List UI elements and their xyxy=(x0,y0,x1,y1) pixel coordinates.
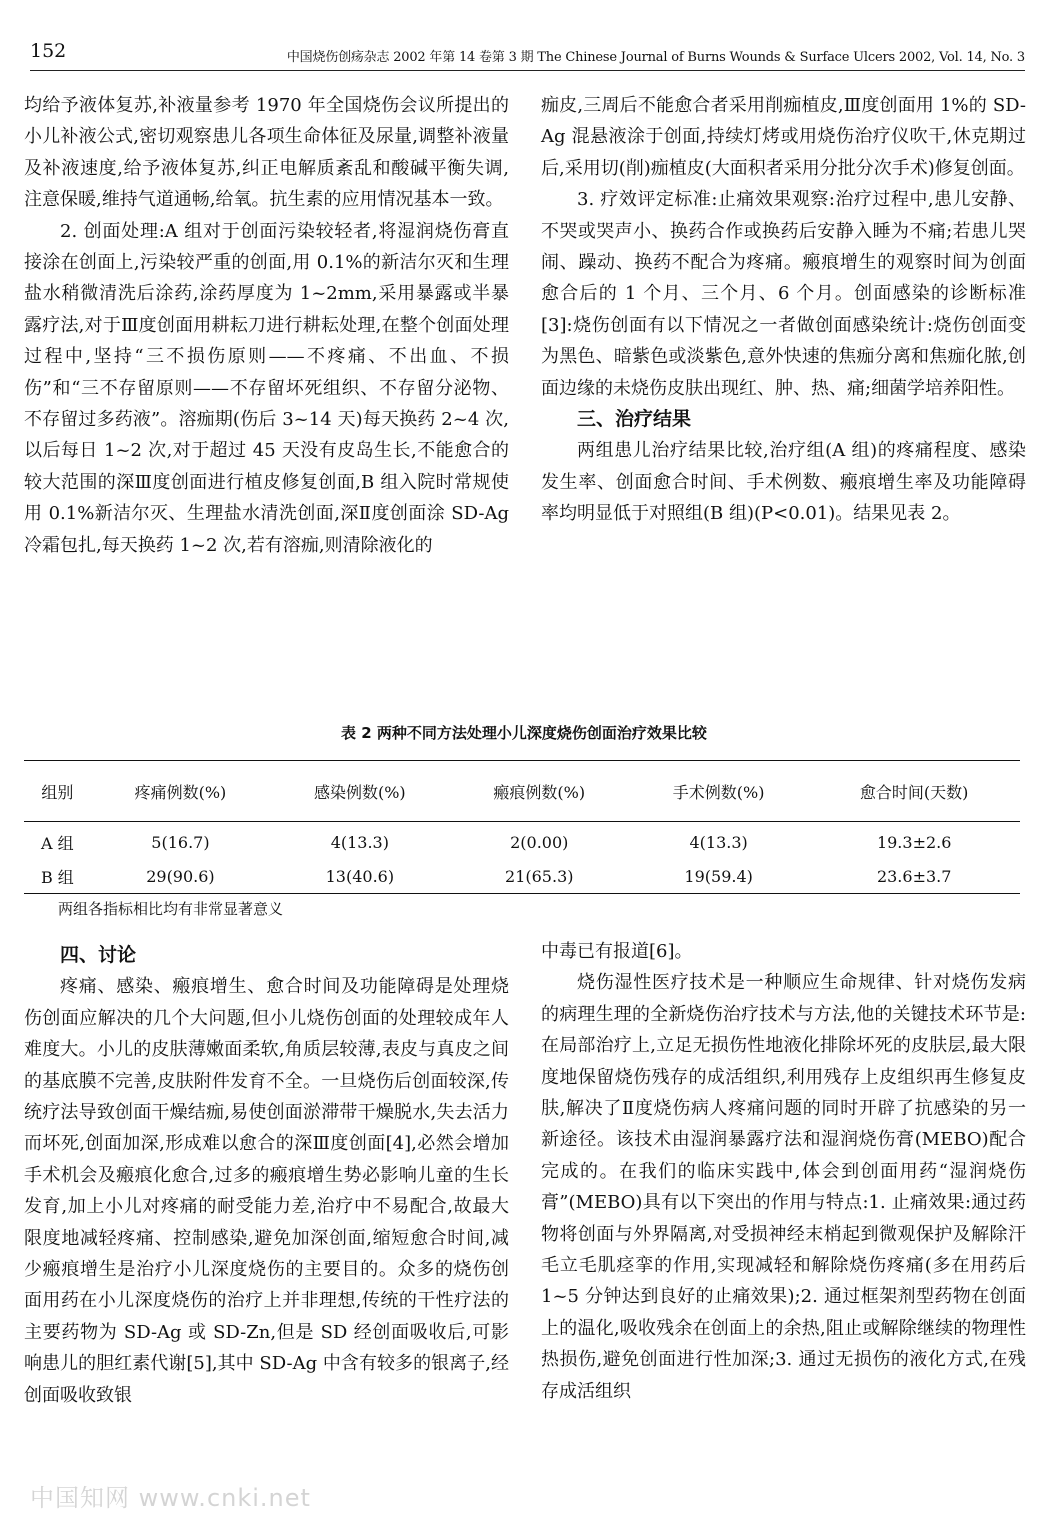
results-table-block xyxy=(24,720,1024,919)
paragraph: 两组患儿治疗结果比较,治疗组(A 组)的疼痛程度、感染发生率、创面愈合时间、手术例数、瘢痕增生率及功能障碍率均明显低于对照组(B 组)(P<0.01)。结果见表 2。 xyxy=(541,440,1026,525)
table-cell: 23.6±3.7 xyxy=(808,859,1020,894)
table-caption: 表 2 两种不同方法处理小儿深度烧伤创面治疗效果比较 xyxy=(341,724,707,742)
table-header-cell: 感染例数(%) xyxy=(270,761,449,822)
running-head: 中国烧伤创疡杂志 2002 年第 14 卷第 3 期 The Chinese Journal of Burns Wounds & Surface Ulcers 2002, Vol. 14, No. 3 xyxy=(286,50,1025,65)
results-table xyxy=(24,760,1020,894)
table-cell: 13(40.6) xyxy=(270,859,449,894)
table-cell: 19(59.4) xyxy=(629,859,808,894)
paragraph: 中毒已有报道[6]。 xyxy=(541,941,693,962)
section-heading-results: 三、治疗结果 xyxy=(577,408,692,431)
left-column-top xyxy=(24,90,509,561)
table-cell: 2(0.00) xyxy=(510,832,569,852)
table-header-cell: 手术例数(%) xyxy=(629,761,808,822)
table-header-cell: 愈合时间(天数) xyxy=(808,761,1020,822)
paragraph: 烧伤湿性医疗技术是一种顺应生命规律、针对烧伤发病的病理生理的全新烧伤治疗技术与方法,他的关键技术环节是:在局部治疗上,立足无损伤性地液化排除坏死的皮肤层,最大限度地保留烧伤残存的成活组织,利用残存上皮组织再生修复皮肤,解决了Ⅱ度烧伤病人疼痛问题的同时开辟了抗感染的另一新途径。该技术由湿润暴露疗法和湿润烧伤膏(MEBO)配合完成的。在我们的临床实践中,体会到创面用药“湿润烧伤膏”(MEBO)具有以下突出的作用与特点:1. 止痛效果:通过药物将创面与外界隔离,对受损神经末梢起到微观保护及解除汗毛立毛肌痉挛的作用,实现减轻和解除烧伤疼痛(多在用药后 1~5 分钟达到良好的止痛效果);2. 通过框架剂型药物在创面上的温化,吸收残余在创面上的余热,阻止或解除继续的物理性热损伤,避免创面进行性加深;3. 通过无损伤的液化方式,在残存成活组织 xyxy=(541,972,1026,1402)
table-cell: 5(16.7) xyxy=(151,832,210,852)
paragraph: 3. 疗效评定标准:止痛效果观察:治疗过程中,患儿安静、不哭或哭声小、换药合作或换药后安静入睡为不痛;若患儿哭闹、躁动、换药不配合为疼痛。瘢痕增生的观察时间为创面愈合后的 1 个月、三个月、6 个月。创面感染的诊断标准[3]:烧伤创面有以下情况之一者做创面感染统计:烧伤创面变为黑色、暗紫色或淡紫色,意外快速的焦痂分离和焦痂化脓,创面边缘的未烧伤皮肤出现红、肿、热、痛;细菌学培养阳性。 xyxy=(541,189,1026,399)
table-cell: 19.3±2.6 xyxy=(876,832,952,852)
paragraph: 2. 创面处理:A 组对于创面污染较轻者,将湿润烧伤膏直接涂在创面上,污染较严重的创面,用 0.1%的新洁尔灭和生理盐水稍微清洗后涂药,涂药厚度为 1~2mm,采用暴露或半暴露疗法,对于Ⅲ度创面用耕耘刀进行耕耘处理,在整个创面处理过程中,坚持“三不损伤原则——不疼痛、不出血、不损伤”和“三不存留原则——不存留坏死组织、不存留分泌物、不存留过多药液”。溶痂期(伤后 3~14 天)每天换药 2~4 次,以后每日 1~2 次,对于超过 45 天没有皮岛生长,不能愈合的较大范围的深Ⅲ度创面进行植皮修复创面,B 组入院时常规使用 0.1%新洁尔灭、生理盐水清洗创面,深Ⅱ度创面涂 SD-Ag 冷霜包扎,每天换药 1~2 次,若有溶痂,则清除液化的 xyxy=(24,220,509,556)
table-header-cell: 组别 xyxy=(24,761,91,822)
table-cell: B 组 xyxy=(24,859,91,894)
table-cell: 4(13.3) xyxy=(330,832,389,852)
table-cell: 29(90.6) xyxy=(91,859,270,894)
table-row xyxy=(24,822,1020,860)
paragraph: 均给予液体复苏,补液量参考 1970 年全国烧伤会议所提出的小儿补液公式,密切观察患儿各项生命体征及尿量,调整补液量及补液速度,给予液体复苏,纠正电解质紊乱和酸碱平衡失调,注意保暖,维持气道通畅,给氧。抗生素的应用情况基本一致。 xyxy=(24,95,509,211)
page-number: 152 xyxy=(30,40,67,62)
table-header-row xyxy=(24,761,1020,822)
table-cell: A 组 xyxy=(41,833,74,853)
table-header-cell: 瘢痕例数(%) xyxy=(450,761,629,822)
table-header-cell: 疼痛例数(%) xyxy=(91,761,270,822)
table-row xyxy=(24,859,1020,894)
right-column-bottom xyxy=(541,936,1026,1407)
table-note: 两组各指标相比均有非常显著意义 xyxy=(58,900,284,918)
paragraph: 痂皮,三周后不能愈合者采用削痂植皮,Ⅲ度创面用 1%的 SD-Ag 混悬液涂于创面,持续灯烤或用烧伤治疗仪吹干,休克期过后,采用切(削)痂植皮(大面积者采用分批分次手术)修复创面。 xyxy=(541,95,1026,179)
left-column-bottom xyxy=(24,940,509,1411)
right-column-top xyxy=(541,90,1026,530)
table-cell: 4(13.3) xyxy=(689,832,748,852)
table-cell: 21(65.3) xyxy=(450,859,629,894)
paragraph: 疼痛、感染、瘢痕增生、愈合时间及功能障碍是处理烧伤创面应解决的几个大问题,但小儿烧伤创面的处理较成年人难度大。小儿的皮肤薄嫩面柔软,角质层较薄,表皮与真皮之间的基底膜不完善,皮肤附件发育不全。一旦烧伤后创面较深,传统疗法导致创面干燥结痂,易使创面淤滞带干燥脱水,失去活力而坏死,创面加深,形成难以愈合的深Ⅲ度创面[4],必然会增加手术机会及瘢痕化愈合,过多的瘢痕增生势必影响儿童的生长发育,加上小儿对疼痛的耐受能力差,治疗中不易配合,故最大限度地减轻疼痛、控制感染,避免加深创面,缩短愈合时间,减少瘢痕增生是治疗小儿深度烧伤的主要目的。众多的烧伤创面用药在小儿深度烧伤的治疗上并非理想,传统的干性疗法的主要药物为 SD-Ag 或 SD-Zn,但是 SD 经创面吸收后,可影响患儿的胆红素代谢[5],其中 SD-Ag 中含有较多的银离子,经创面吸收致银 xyxy=(24,976,509,1406)
cnki-watermark: 中国知网 www.cnki.net xyxy=(30,1484,311,1512)
section-heading-discussion: 四、讨论 xyxy=(60,944,137,966)
page-header xyxy=(30,40,1025,71)
